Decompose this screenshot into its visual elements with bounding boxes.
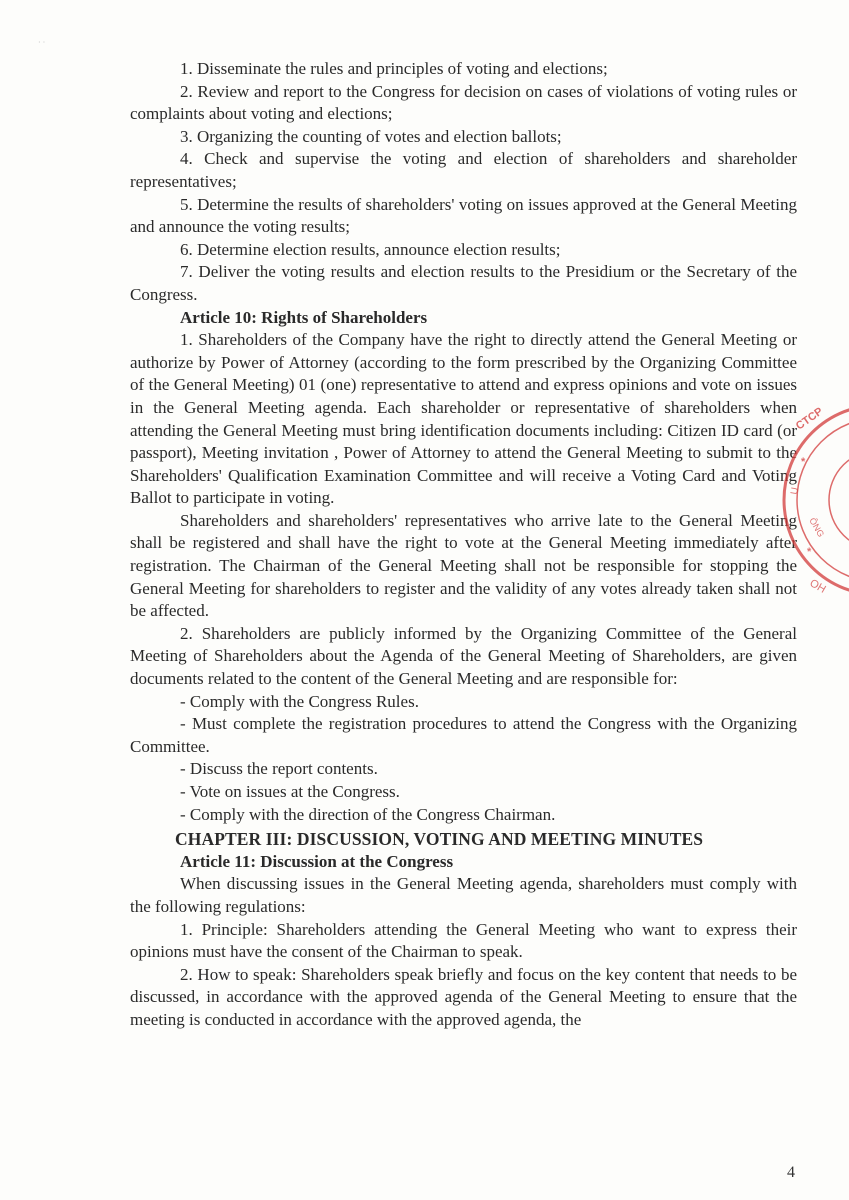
- paragraph: When discussing issues in the General Meeting agenda, shareholders must comply with the following regulations:: [130, 874, 797, 916]
- paragraph: 4. Check and supervise the voting and election of shareholders and shareholder representatives;: [130, 149, 797, 191]
- list-item: - Vote on issues at the Congress.: [180, 782, 400, 801]
- svg-text:*: *: [807, 546, 812, 558]
- paragraph: 7. Deliver the voting results and election results to the Presidium or the Secretary of the Congress.: [130, 262, 797, 304]
- list-item: - Discuss the report contents.: [180, 759, 378, 779]
- paragraph: 5. Determine the results of shareholders' voting on issues approved at the General Meeting and announce the voting results;: [130, 194, 797, 237]
- article-heading: Article 10: Rights of Shareholders: [180, 307, 428, 327]
- svg-text:*: *: [801, 456, 806, 468]
- list-item: - Comply with the direction of the Congress Chairman.: [180, 804, 556, 824]
- svg-text:OH: OH: [807, 577, 828, 596]
- article-heading: Article 11: Discussion at the Congress: [180, 851, 454, 871]
- page-number: 4: [787, 1164, 795, 1181]
- company-seal-stamp: [779, 385, 849, 615]
- paragraph: 2. Shareholders are publicly informed by the Organizing Committee of the General Meeting of Shareholders about the Agenda of the General Meeting of Shareholders, are given documents related to the content of the General Meeting and are responsible for:: [130, 623, 797, 689]
- paragraph: 3. Organizing the counting of votes and election ballots;: [180, 126, 562, 146]
- document-body: [130, 58, 797, 1032]
- svg-text:U: U: [789, 486, 802, 496]
- svg-text:CTCP: CTCP: [793, 405, 826, 433]
- scan-margin-mark: · ·: [38, 38, 46, 47]
- paragraph: 1. Principle: Shareholders attending the General Meeting who want to express their opinions must have the consent of the Chairman to speak.: [130, 919, 797, 962]
- paragraph: 1. Shareholders of the Company have the right to directly attend the General Meeting or authorize by Power of Attorney (according to the form prescribed by the Organizing Committee of the General Meeting) 01 (one) representative to attend and express opinions and vote on issues in the General Meeting agenda. Each shareholder or representative of shareholders when attending the General Meeting must bring identification documents including: Citizen ID card (or passport), Meeting invitation , Power of Attorney to attend the General Meeting to submit to the Shareholders' Qualification Examination Committee and will receive a Voting Card and Voting Ballot to participate in voting.: [130, 330, 797, 508]
- chapter-heading: CHAPTER III: DISCUSSION, VOTING AND MEETING MINUTES: [175, 829, 704, 850]
- paragraph: 6. Determine election results, announce election results;: [180, 239, 561, 259]
- list-item: - Must complete the registration procedures to attend the Congress with the Organizing Committee.: [130, 714, 797, 756]
- svg-text:ÔNG: ÔNG: [807, 516, 827, 539]
- paragraph: Shareholders and shareholders' representatives who arrive late to the General Meeting shall be registered and shall have the right to vote at the General Meeting immediately after registration. The Chairman of the General Meeting shall not be responsible for stopping the General Meeting for shareholders to register and the validity of any votes already taken shall not be affected.: [130, 510, 797, 621]
- paragraph: 2. How to speak: Shareholders speak briefly and focus on the key content that needs to be discussed, in accordance with the approved agenda of the General Meeting to ensure that the meeting is conducted in accordance with the approved agenda, the: [130, 964, 797, 1029]
- list-item: - Comply with the Congress Rules.: [180, 691, 419, 711]
- paragraph: 1. Disseminate the rules and principles of voting and elections;: [180, 59, 608, 78]
- paragraph: 2. Review and report to the Congress for decision on cases of violations of voting rules or complaints about voting and elections;: [130, 81, 797, 124]
